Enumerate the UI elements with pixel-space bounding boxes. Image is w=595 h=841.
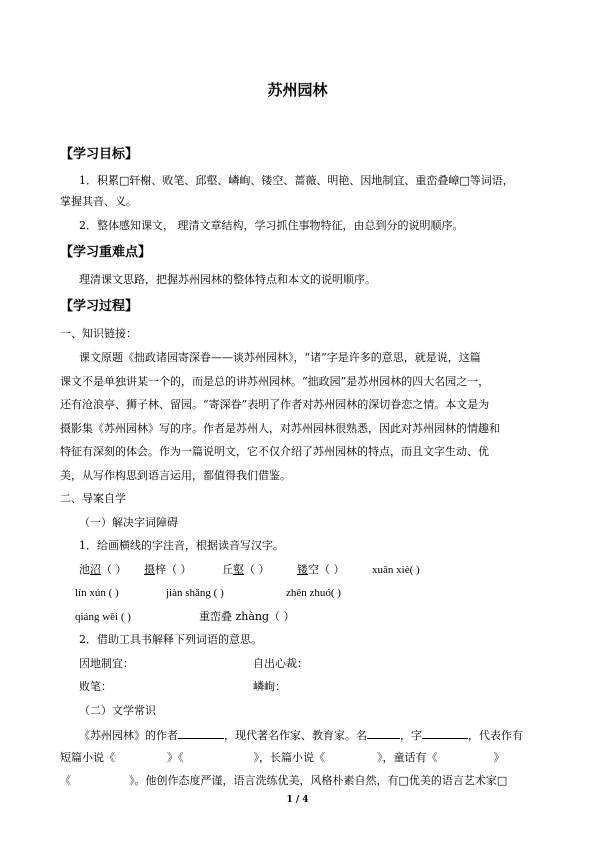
objective-2: 2．整体感知课文， 理清文章结构，学习抓住事物特征，由总到分的说明顺序。 <box>79 219 464 232</box>
blank-line <box>367 727 400 739</box>
term-3: 败笔： <box>79 680 112 693</box>
term-1: 因地制宜： <box>79 657 134 670</box>
section-2-heading: 二、导案自学 <box>60 492 126 505</box>
term-2: 自出心裁： <box>253 657 308 670</box>
pinyin-item-8: zhēn zhuó( ) <box>286 587 341 599</box>
pinyin-item-9: qiáng wēi ( ) <box>75 611 131 623</box>
pinyin-item-2: 摄梓（ ） <box>144 563 192 576</box>
heading-key-points: 【学习重难点】 <box>60 245 152 260</box>
section-1-heading: 一、知识链接： <box>60 327 137 340</box>
question-2: 2．借助工具书解释下列词语的意思。 <box>79 633 262 646</box>
objective-1-line-2: 掌握其音、义。 <box>60 195 137 208</box>
subsection-2-heading: （二）文学常识 <box>79 704 156 717</box>
literature-line-2: 短篇小说《 》《 》，长篇小说《 》，童话有《 》 <box>60 751 505 764</box>
pinyin-item-7: jiàn shǎng ( ) <box>166 587 224 599</box>
literature-line-1: 《苏州园林》的作者 ，现代著名作家、教育家。名 ，字 ，代表作有 <box>79 729 523 742</box>
question-1: 1．给画横线的字注音，根据读音写汉字。 <box>79 539 284 552</box>
section-1-line: 课文原题《拙政诸园寄深眷——谈苏州园林》，“诸”字是许多的意思，就是说，这篇 <box>79 351 481 364</box>
page-number: 1 / 4 <box>286 795 309 805</box>
section-1-line: 特征有深刻的体会。作为一篇说明文，它不仅介绍了苏州园林的特点，而且文字生动、优 <box>60 445 489 458</box>
heading-objectives: 【学习目标】 <box>60 147 139 162</box>
page-title: 苏州园林 <box>267 81 328 99</box>
objective-1-line-1: 1．积累□轩榭、败笔、邱壑、嶙峋、镂空、蔷薇、明艳、因地制宜、重峦叠嶂□等词语， <box>79 174 514 187</box>
pinyin-item-3: 丘壑（ ） <box>222 563 270 576</box>
subsection-1-heading: （一）解决字词障碍 <box>79 516 178 529</box>
blank-line <box>178 727 224 739</box>
pinyin-item-1: 池沼（ ） <box>79 563 127 576</box>
section-1-line: 摄影集《苏州园林》写的序。作者是苏州人，对苏州园林很熟悉，因此对苏州园林的情趣和 <box>60 422 500 435</box>
key-points-text: 理清课文思路，把握苏州园林的整体特点和本文的说明顺序。 <box>79 273 376 286</box>
heading-process: 【学习过程】 <box>60 299 139 314</box>
section-1-line: 美，从写作构思到语言运用，都值得我们借鉴。 <box>60 469 291 482</box>
literature-line-3: 《 》。他创作态度严谨，语言洗练优美，风格朴素自然，有□优美的语言艺术家□ <box>60 774 508 787</box>
pinyin-item-10: 重峦叠 zhàng（ ） <box>199 610 295 623</box>
pinyin-item-4: 镂空（ ） <box>297 563 345 576</box>
pinyin-item-5: xuān xiè( ) <box>372 564 420 576</box>
section-1-line: 课文不是单独讲某一个的，而是总的讲苏州园林。“拙政园”是苏州园林的四大名园之一， <box>60 375 490 388</box>
section-1-line: 还有沧浪亭、狮子林、留园。“寄深眷”表明了作者对苏州园林的深切眷恋之情。本文是为 <box>60 398 490 411</box>
term-4: 嶙峋： <box>253 680 286 693</box>
pinyin-item-6: lín xún ( ) <box>75 587 119 599</box>
blank-line <box>422 727 468 739</box>
